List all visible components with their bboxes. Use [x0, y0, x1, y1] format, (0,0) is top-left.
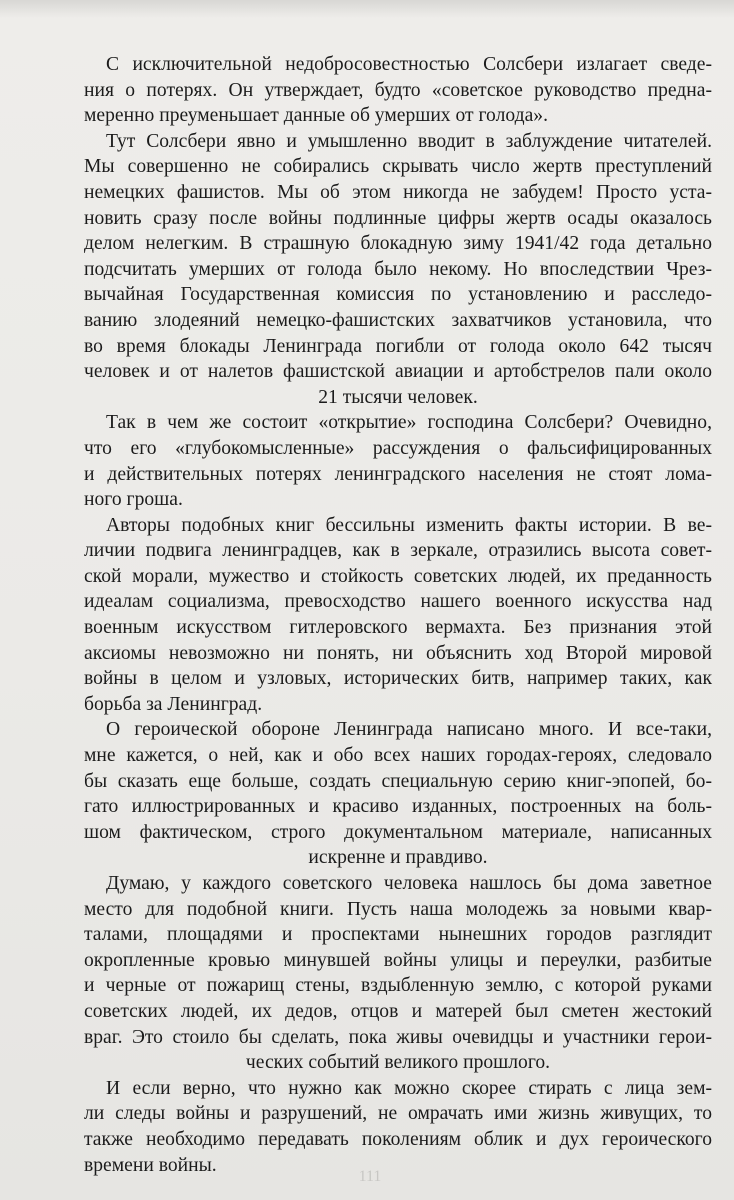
text-line: бы сказать еще больше, создать специальную серию книг-эпопей, бо- [84, 770, 712, 792]
text-line: советских людей, их дедов, отцов и матерей был сметен жестокий [84, 1000, 712, 1022]
text-line: гато иллюстрированных и красиво изданных, построенных на боль- [84, 796, 712, 818]
text-line: враг. Это стоило бы сделать, пока живы очевидцы и участники герои- [84, 1026, 712, 1048]
text-line: также необходимо передавать поколениям облик и дух героического [84, 1128, 712, 1150]
text-line: место для подобной книги. Пусть наша молодежь за новыми квар- [84, 898, 712, 920]
text-line: меренно преуменьшает данные об умерших от голода». [84, 105, 548, 127]
paragraph-1 [84, 52, 712, 129]
text-line: 21 тысячи человек. [318, 386, 478, 408]
text-line: войны в целом и узловых, исторических битв, например таких, как [84, 668, 712, 690]
text-line: делом нелегким. В страшную блокадную зиму 1941/42 года детально [84, 233, 712, 255]
text-line: Так в чем же состоит «открытие» господина Солсбери? Очевидно, [106, 412, 712, 434]
text-line: и действительных потерях ленинградского населения не стоят лома- [84, 463, 712, 485]
text-line: И если верно, что нужно как можно скорее стирать с лица зем- [106, 1077, 712, 1099]
text-line: О героической обороне Ленинграда написано много. И все-таки, [106, 719, 712, 741]
text-line: ли следы войны и разрушений, не омрачать ими жизнь живущих, то [84, 1103, 712, 1125]
text-line: окропленные кровью минувшей войны улицы и переулки, разбитые [84, 949, 712, 971]
text-line: вычайная Государственная комиссия по установлению и расследо- [84, 284, 712, 306]
text-line: ческих событий великого прошлого. [245, 1052, 551, 1074]
text-line: личии подвига ленинградцев, как в зеркале, отразились высота совет- [84, 540, 712, 562]
text-line: что его «глубокомысленные» рассуждения о фальсифицированных [84, 437, 712, 459]
text-line: человек и от налетов фашистской авиации и артобстрелов пали около [84, 361, 712, 383]
text-line: ванию злодеяний немецко-фашистских захватчиков установила, что [84, 309, 712, 331]
text-line: ного гроша. [84, 489, 183, 511]
text-line: времени войны. [84, 1154, 217, 1176]
text-line: шом фактическом, строго документальном материале, написанных [84, 821, 712, 843]
text-line: С исключительной недобросовестностью Солсбери излагает сведе- [106, 54, 712, 75]
text-line: мне кажется, о ней, как и обо всех наших городах-героях, следовало [84, 745, 712, 767]
text-line: Мы совершенно не собирались скрывать число жертв преступлений [84, 156, 712, 178]
body-text [84, 52, 712, 1178]
paragraph-5 [84, 717, 712, 871]
text-line: и черные от пожарищ стены, вздыбленную землю, с которой руками [84, 975, 712, 997]
text-line: идеалам социализма, превосходство нашего военного искусства над [84, 591, 712, 613]
text-line: борьба за Ленинград. [84, 693, 263, 715]
text-line: ской морали, мужество и стойкость советских людей, их преданность [84, 565, 712, 587]
text-line: талами, площадями и проспектами нынешних городов разглядит [84, 924, 712, 946]
paragraph-3 [84, 410, 712, 512]
paragraph-4 [84, 513, 712, 718]
text-line: новить сразу после войны подлинные цифры жертв осады оказалось [84, 207, 712, 229]
text-line: подсчитать умерших от голода было некому. Но впоследствии Чрез- [84, 258, 712, 280]
text-line: военным искусством гитлеровского вермахта. Без признания этой [84, 617, 712, 639]
text-line: искренне и правдиво. [308, 847, 488, 869]
paragraph-2 [84, 129, 712, 411]
paragraph-7 [84, 1076, 712, 1178]
paragraph-6 [84, 871, 712, 1076]
text-line: ния о потерях. Он утверждает, будто «советское руководство предна- [84, 79, 712, 101]
page-top-shadow [0, 0, 734, 18]
text-line: Тут Солсбери явно и умышленно вводит в заблуждение читателей. [106, 130, 712, 152]
text-line: немецких фашистов. Мы об этом никогда не забудем! Просто уста- [84, 181, 712, 203]
page-number: 111 [358, 1168, 382, 1185]
text-line: во время блокады Ленинграда погибли от голода около 642 тысяч [84, 335, 712, 357]
text-line: Авторы подобных книг бессильны изменить факты истории. В ве- [106, 514, 712, 536]
text-line: Думаю, у каждого советского человека нашлось бы дома заветное [106, 873, 712, 894]
text-line: аксиомы невозможно ни понять, ни объяснить ход Второй мировой [84, 642, 712, 664]
